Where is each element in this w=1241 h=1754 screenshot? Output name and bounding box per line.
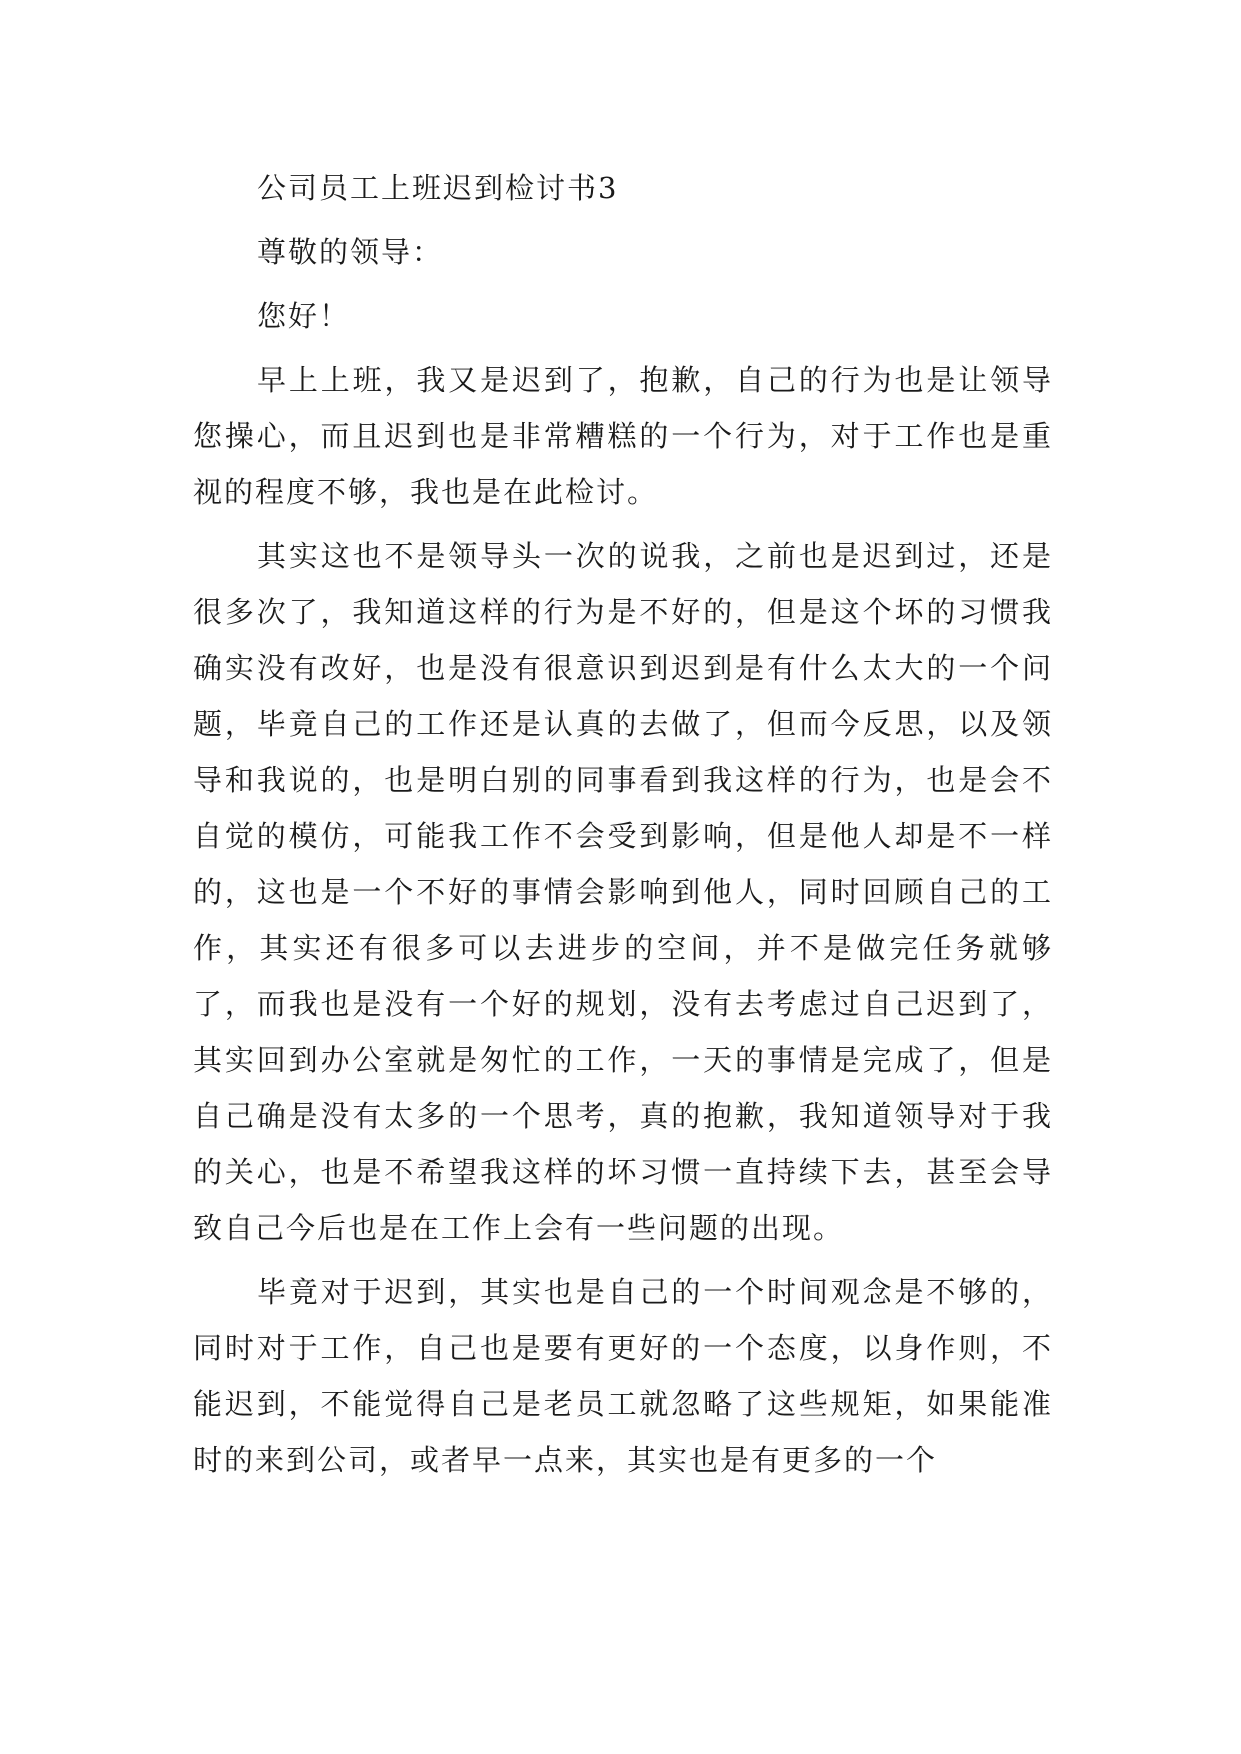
document-body xyxy=(193,160,1053,1488)
greeting: 您好！ xyxy=(257,299,351,333)
paragraph-1: 早上上班，我又是迟到了，抱歉，自己的行为也是让领导您操心，而且迟到也是非常糟糕的一个行为，对于工作也是重视的程度不够，我也是在此检讨。 xyxy=(193,363,1053,509)
paragraph-3: 毕竟对于迟到，其实也是自己的一个时间观念是不够的，同时对于工作，自己也是要有更好的一个态度，以身作则，不能迟到，不能觉得自己是老员工就忽略了这些规矩，如果能准时的来到公司，或者早一点来，其实也是有更多的一个 xyxy=(193,1275,1053,1477)
salutation: 尊敬的领导： xyxy=(257,235,444,269)
paragraph-2: 其实这也不是领导头一次的说我，之前也是迟到过，还是很多次了，我知道这样的行为是不好的，但是这个坏的习惯我确实没有改好，也是没有很意识到迟到是有什么太大的一个问题，毕竟自己的工作还是认真的去做了，但而今反思，以及领导和我说的，也是明白别的同事看到我这样的行为，也是会不自觉的模仿，可能我工作不会受到影响，但是他人却是不一样的，这也是一个不好的事情会影响到他人，同时回顾自己的工作，其实还有很多可以去进步的空间，并不是做完任务就够了，而我也是没有一个好的规划，没有去考虑过自己迟到了，其实回到办公室就是匆忙的工作，一天的事情是完成了，但是自己确是没有太多的一个思考，真的抱歉，我知道领导对于我的关心，也是不希望我这样的坏习惯一直持续下去，甚至会导致自己今后也是在工作上会有一些问题的出现。 xyxy=(193,539,1053,1245)
document-title: 公司员工上班迟到检讨书3 xyxy=(257,171,619,205)
